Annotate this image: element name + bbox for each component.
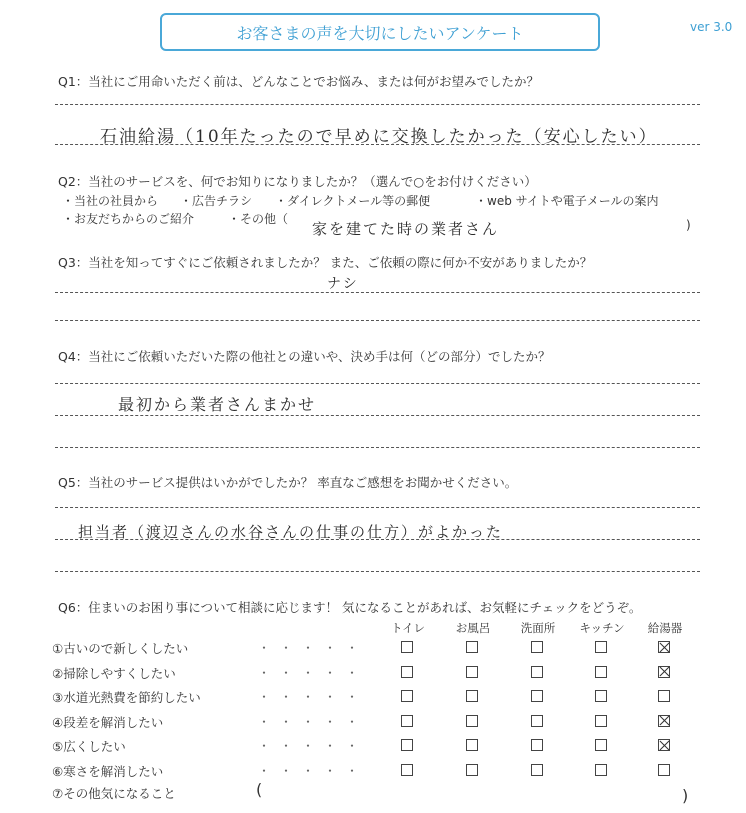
q5-answer: 担当者（渡辺さんの水谷さんの仕事の仕方）がよかった: [78, 523, 504, 541]
q6-checkbox-2-4[interactable]: [595, 666, 607, 678]
q6-checkbox-6-5[interactable]: [658, 764, 670, 776]
q2-question: Q2：当社のサービスを、何でお知りになりましたか？（選んで○をお付けください）: [58, 174, 537, 189]
q6-other-label: ⑦その他気になること: [52, 786, 176, 801]
q6-checkbox-5-5[interactable]: [658, 739, 670, 751]
q6-checkbox-4-5[interactable]: [658, 715, 670, 727]
q6-checkbox-1-2[interactable]: [466, 641, 478, 653]
q6-checkbox-2-2[interactable]: [466, 666, 478, 678]
q6-checkbox-5-1[interactable]: [401, 739, 413, 751]
q6-checkbox-6-1[interactable]: [401, 764, 413, 776]
q6-row-label: ④段差を解消したい: [52, 714, 164, 730]
q2-close-paren: ): [686, 218, 691, 232]
q2-option-referral[interactable]: ・お友だちからのご紹介: [62, 212, 195, 226]
q3-question: Q3：当社を知ってすぐにご依頼されましたか？ また、ご依頼の際に何か不安がありましたか？: [58, 255, 593, 270]
q6-checkbox-1-4[interactable]: [595, 641, 607, 653]
q4-answer: 最初から業者さんまかせ: [118, 395, 317, 414]
q6-row-dots: ・・・・・: [258, 763, 369, 778]
q6-checkbox-3-4[interactable]: [595, 690, 607, 702]
version-label: ver 3.0: [690, 20, 733, 34]
q6-row-dots: ・・・・・: [258, 641, 369, 655]
q6-checkbox-4-2[interactable]: [466, 715, 478, 727]
q2-option-staff[interactable]: ・当社の社員から: [62, 194, 159, 208]
q2-option-web[interactable]: ・web サイトや電子メールの案内: [475, 194, 659, 208]
q6-checkbox-2-3[interactable]: [531, 666, 543, 678]
q6-checkbox-4-3[interactable]: [531, 715, 543, 727]
q6-checkbox-5-3[interactable]: [531, 739, 543, 751]
q6-checkbox-5-4[interactable]: [595, 739, 607, 751]
q6-row-dots: ・・・・・: [258, 690, 369, 704]
q6-col-toilet: トイレ: [391, 621, 425, 635]
q6-checkbox-2-1[interactable]: [401, 666, 413, 678]
q6-checkbox-3-5[interactable]: [658, 690, 670, 702]
q6-col-bath: お風呂: [455, 621, 491, 635]
q6-row-label: ①古いので新しくしたい: [52, 641, 189, 656]
q2-option-direct-mail[interactable]: ・ダイレクトメール等の郵便: [275, 194, 431, 208]
q1-line-1: [55, 104, 700, 105]
q6-col-kitchen: キッチン: [579, 621, 625, 635]
q6-row-dots: ・・・・・: [258, 714, 369, 729]
q3-line-2: [55, 320, 700, 321]
q6-row-label: ⑥寒さを解消したい: [52, 763, 164, 779]
q6-checkbox-4-1[interactable]: [401, 715, 413, 727]
q6-row-dots: ・・・・・: [258, 665, 369, 680]
q6-other-open-paren: (: [256, 780, 263, 799]
q6-row-label: ③水道光熱費を節約したい: [52, 690, 201, 705]
q4-line-3: [55, 447, 700, 448]
q6-checkbox-1-1[interactable]: [401, 641, 413, 653]
q6-checkbox-1-3[interactable]: [531, 641, 543, 653]
q6-checkbox-3-2[interactable]: [466, 690, 478, 702]
q6-checkbox-2-5[interactable]: [658, 666, 670, 678]
survey-title: お客さまの声を大切にしたいアンケート: [236, 23, 524, 43]
q2-option-other[interactable]: ・その他（: [228, 212, 289, 226]
q5-question: Q5：当社のサービス提供はいかがでしたか？ 率直なご感想をお聞かせください。: [58, 475, 518, 490]
q5-line-1: [55, 507, 700, 508]
q6-checkbox-5-2[interactable]: [466, 739, 478, 751]
q5-line-3: [55, 571, 700, 572]
q4-line-2: [55, 415, 700, 416]
q6-other-close-paren: ): [682, 786, 689, 805]
q6-checkbox-6-3[interactable]: [531, 764, 543, 776]
q2-option-flyer[interactable]: ・広告チラシ: [180, 194, 253, 208]
q6-row-label: ②掃除しやすくしたい: [52, 665, 176, 681]
q6-checkbox-3-3[interactable]: [531, 690, 543, 702]
q1-question: Q1：当社にご用命いただく前は、どんなことでお悩み、または何がお望みでしたか？: [58, 74, 540, 89]
q6-checkbox-1-5[interactable]: [658, 641, 670, 653]
q6-col-washroom: 洗面所: [520, 621, 556, 635]
q6-col-water-heater: 給湯器: [647, 621, 683, 635]
q1-answer: 石油給湯（10年たったので早めに交換したかった（安心したい）: [100, 127, 658, 147]
q6-row-dots: ・・・・・: [258, 739, 369, 753]
q4-question: Q4：当社にご依頼いただいた際の他社との違いや、決め手は何（どの部分）でしたか？: [58, 349, 551, 364]
q4-line-1: [55, 383, 700, 384]
q3-line-1: [55, 292, 700, 293]
q3-answer: ナシ: [327, 276, 359, 292]
survey-title-box: [160, 13, 600, 51]
q6-checkbox-6-2[interactable]: [466, 764, 478, 776]
q5-line-2: [55, 539, 700, 540]
q6-checkbox-3-1[interactable]: [401, 690, 413, 702]
q6-checkbox-6-4[interactable]: [595, 764, 607, 776]
q1-line-2: [55, 144, 700, 145]
q6-question: Q6：住まいのお困り事について相談に応じます！ 気になることがあれば、お気軽にチェックをどうぞ。: [58, 600, 642, 615]
q6-row-label: ⑤広くしたい: [52, 739, 126, 754]
q6-checkbox-4-4[interactable]: [595, 715, 607, 727]
q2-other-answer: 家を建てた時の業者さん: [312, 220, 500, 238]
